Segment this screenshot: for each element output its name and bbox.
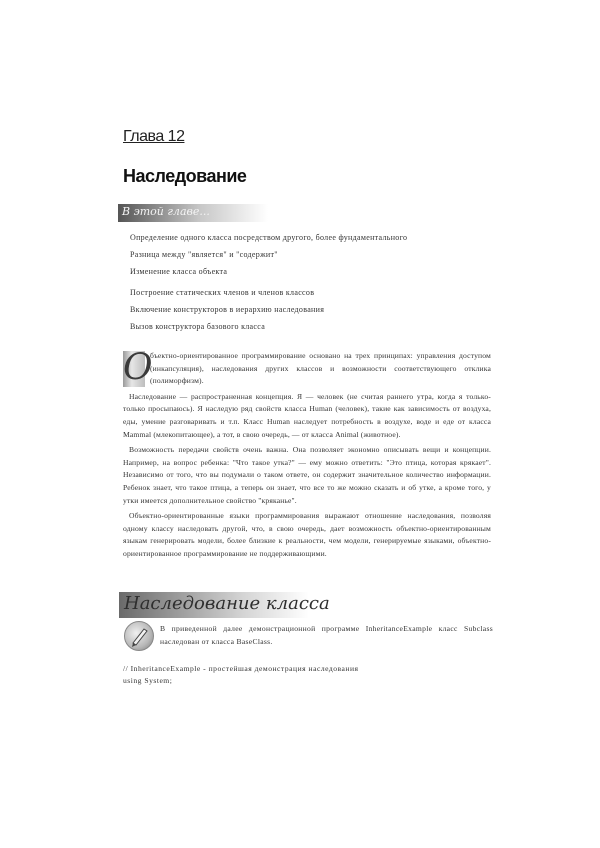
in-chapter-banner: [118, 204, 268, 222]
note-text: В приведенной далее демонстрационной программе InheritanceExample класс Subclass наследован от класса BaseClass.: [160, 624, 493, 646]
paragraph: Возможность передачи свойств очень важна. Она позволяет экономно описывать вещи и концепции. Например, на вопрос ребенка: "Что такое утка?" — ему можно ответить: "Это птица, которая крякает". Независимо от того, что вы подумали о таком ответе, он содержит значительное количество информации. Ребенок знает, что такое птица, а теперь он знает, что все то же можно сказать и об утке, а кроме того, у утки имеется дополнительное свойство "кряканье".: [123, 445, 491, 505]
paragraph: Объектно-ориентированные языки программирования выражают отношение наследования, позволяя одному классу наследовать другой, что, в свою очередь, дает возможность объектно-ориентированным языкам генерировать модели, более близкие к реальности, чем модели, генерируемые языками, объектно-ориентированное программирование не поддерживающими.: [123, 511, 491, 558]
topic-item: Построение статических членов и членов классов: [130, 288, 315, 297]
code-line: using System;: [123, 676, 173, 685]
note-pencil-icon: [124, 621, 154, 651]
body-text: [123, 347, 491, 564]
chapter-topics-list: [130, 229, 510, 335]
topic-item: Изменение класса объекта: [130, 267, 228, 276]
code-line: // InheritanceExample - простейшая демонстрация наследования: [123, 664, 359, 673]
topic-item: Определение одного класса посредством другого, более фундаментального: [130, 233, 408, 242]
section-banner: [119, 592, 330, 618]
topic-item: Вызов конструктора базового класса: [130, 322, 266, 331]
paragraph: бъектно-ориентированное программирование основано на трех принципах: управления доступом (инкапсуляция), наследования других классов и возможности соответствующего отклика (полиморфизм).: [150, 351, 491, 386]
code-listing: [123, 663, 503, 687]
chapter-label: Глава 12: [123, 128, 185, 145]
dropcap: [123, 347, 153, 388]
in-chapter-heading: В этой главе...: [122, 205, 210, 218]
topic-item: Разница между "является" и "содержит": [130, 250, 278, 259]
chapter-title: Наследование: [123, 166, 247, 186]
dropcap-letter: О: [123, 347, 153, 388]
topic-item: Включение конструкторов в иерархию наследования: [130, 305, 325, 314]
section-title: Наследование класса: [124, 593, 330, 614]
paragraph: Наследование — распространенная концепция. Я — человек (не считая раннего утра, когда я только-только просыпаюсь). Я наследую ряд свойств класса Human (человек), такие как зависимость от воздуха, еды, умение разговаривать и т.п. Класс Human наследует потребность в воздухе, воде и еде от класса Mammal (млекопитающее), а тот, в свою очередь, — от класса Animal (животное).: [123, 391, 491, 439]
